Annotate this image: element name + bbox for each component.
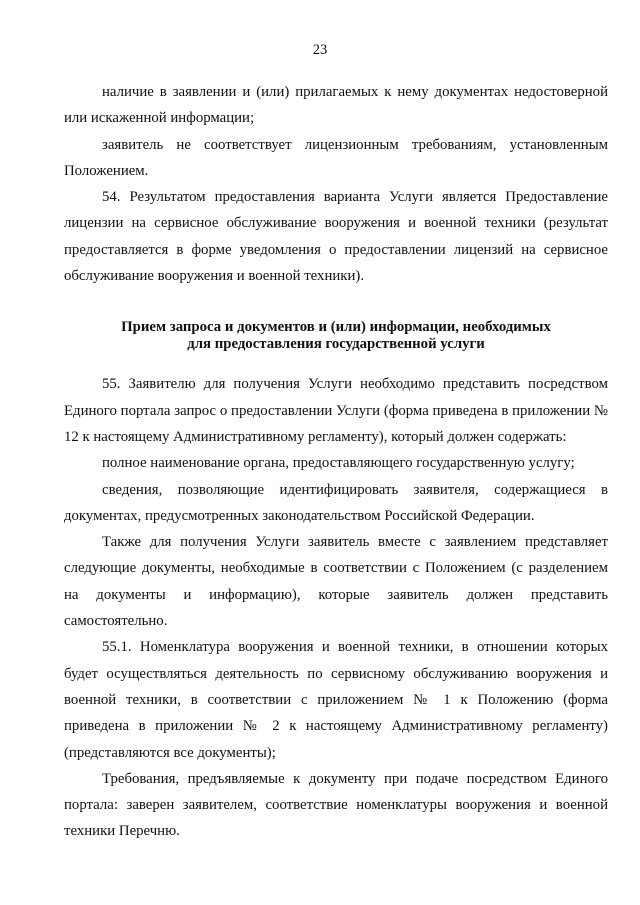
paragraph: наличие в заявлении и (или) прилагаемых к нему документах недостоверной или искаженной информации; — [64, 84, 608, 127]
paragraph: заявитель не соответствует лицензионным требованиям, установленным Положением. — [64, 136, 608, 179]
paragraph-55-1: 55.1. Номенклатура вооружения и военной техники, в отношении которых будет осуществляться деятельность по сервисному обслуживанию вооружения и военной техники, в соответствии с приложением № 1 к Положению (форма приведена в приложении № 2 к настоящему Административному регламенту) (представляются все документы); — [64, 639, 608, 761]
page-number: 23 — [312, 42, 328, 58]
paragraph: полное наименование органа, предоставляющего государственную услугу; — [102, 455, 575, 472]
section-heading-line: Прием запроса и документов и (или) информации, необходимых — [121, 319, 551, 336]
paragraph-54: 54. Результатом предоставления варианта Услуги является Предоставление лицензии на сервисное обслуживание вооружения и военной техники (результат предоставляется в форме уведомления о предоставлении лицензий на сервисное обслуживание вооружения и военной техники). — [64, 189, 608, 285]
section-heading-line: для предоставления государственной услуги — [187, 336, 485, 353]
paragraph: Требования, предъявляемые к документу при подаче посредством Единого портала: заверен заявителем, соответствие номенклатуры вооружения и военной техники Перечню. — [64, 770, 608, 840]
paragraph: Также для получения Услуги заявитель вместе с заявлением представляет следующие документы, необходимые в соответствии с Положением (с разделением на документы и информацию), которые заявитель должен представить самостоятельно. — [64, 534, 608, 630]
paragraph-55: 55. Заявителю для получения Услуги необходимо представить посредством Единого портала запрос о предоставлении Услуги (форма приведена в приложении № 12 к настоящему Административному регламенту), который должен содержать: — [64, 376, 608, 445]
paragraph: сведения, позволяющие идентифицировать заявителя, содержащиеся в документах, предусмотренных законодательством Российской Федерации. — [64, 481, 608, 524]
section-heading — [64, 319, 608, 353]
